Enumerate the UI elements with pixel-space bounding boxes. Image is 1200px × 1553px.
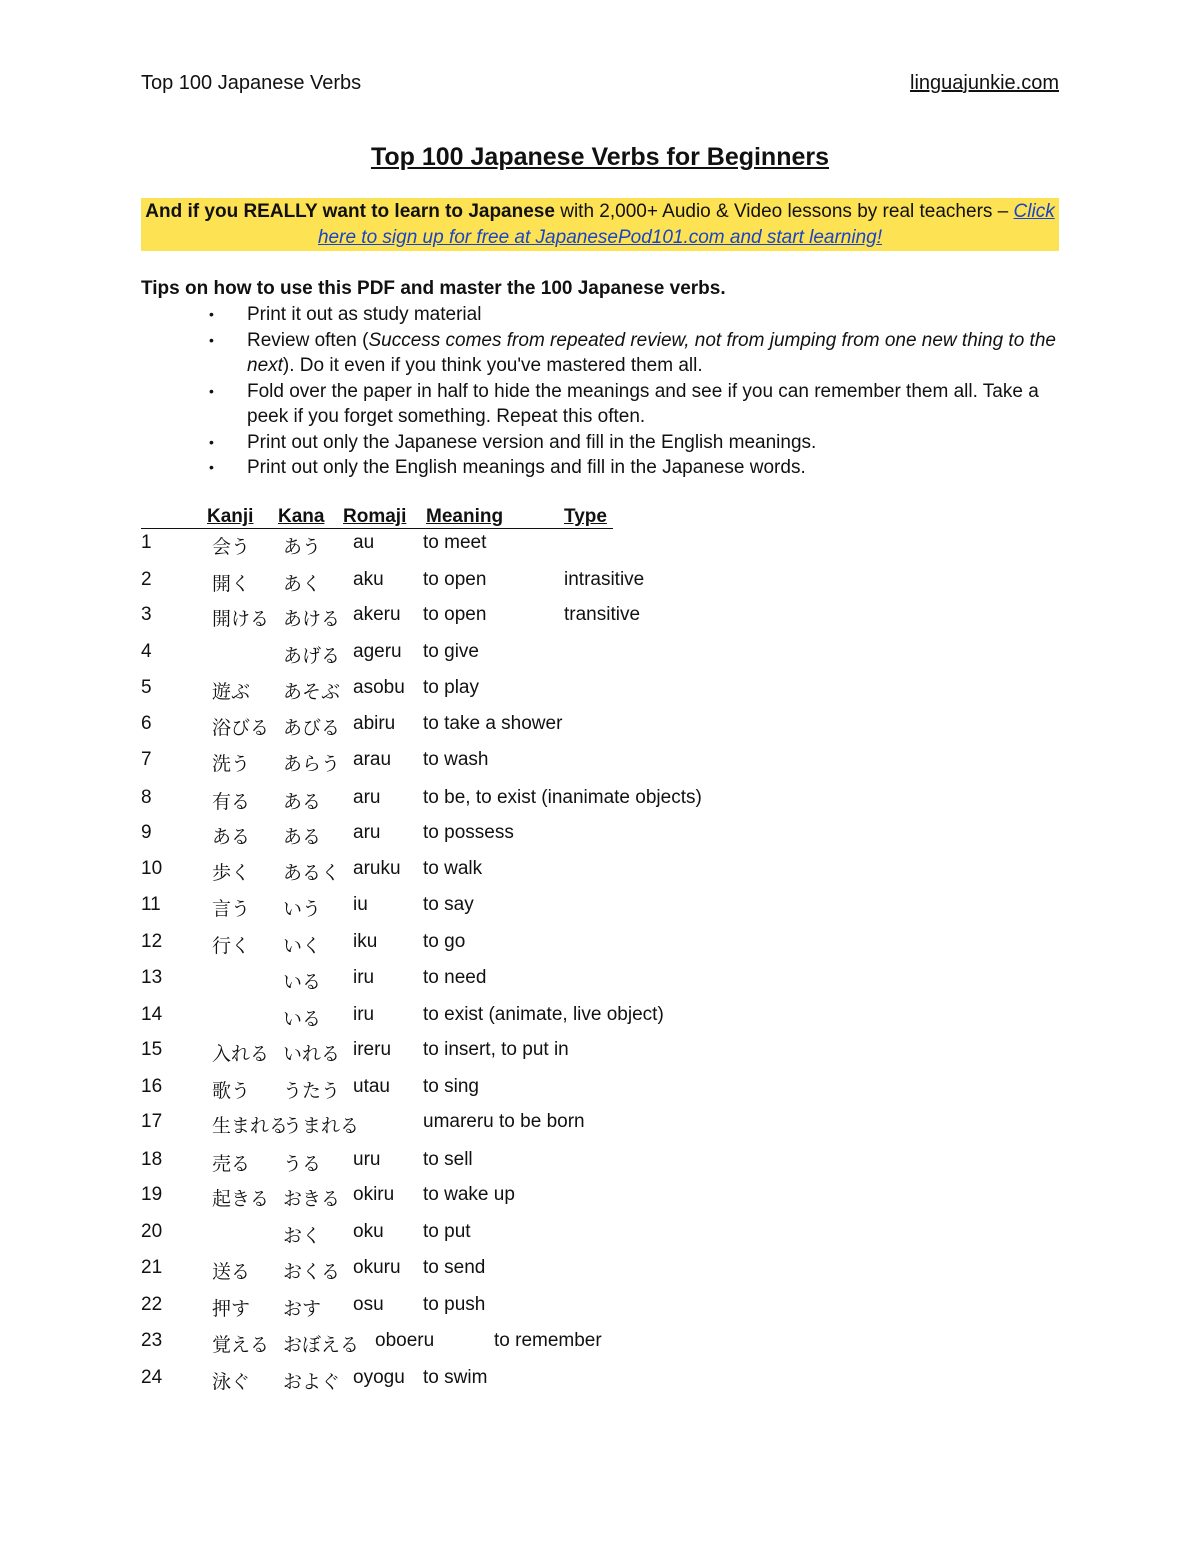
kanji-cell: 起きる [212, 1189, 270, 1210]
row-number: 24 [141, 1367, 163, 1388]
kanji-cell: 売る [212, 1154, 251, 1175]
column-header-meaning: Meaning [426, 506, 504, 527]
row-number: 4 [141, 641, 152, 662]
meaning-cell: to possess [423, 822, 514, 843]
tip-item [141, 302, 1071, 328]
kanji-cell: 泳ぐ [212, 1372, 251, 1393]
romaji-cell: aruku [353, 858, 401, 879]
romaji-cell: akeru [353, 604, 401, 625]
meaning-cell: umareru to be born [423, 1111, 585, 1132]
romaji-cell: ireru [353, 1039, 392, 1060]
romaji-cell: iru [353, 1004, 375, 1025]
meaning-cell: to sing [423, 1076, 479, 1097]
romaji-cell: uru [353, 1149, 381, 1170]
kana-cell: ある [283, 827, 322, 848]
row-number: 15 [141, 1039, 163, 1060]
table-header-rule [141, 528, 613, 529]
kana-cell: うたう [283, 1081, 341, 1102]
kanji-cell: 入れる [212, 1044, 270, 1065]
page-header-title: Top 100 Japanese Verbs [141, 72, 362, 94]
meaning-cell: to send [423, 1257, 486, 1278]
row-number: 3 [141, 604, 152, 625]
column-header-kanji: Kanji [207, 506, 254, 527]
kana-cell: いく [283, 936, 322, 957]
kana-cell: おぼえる [283, 1335, 360, 1356]
romaji-cell: oku [353, 1221, 384, 1242]
row-number: 22 [141, 1294, 163, 1315]
kanji-cell: 生まれる [212, 1116, 289, 1137]
kana-cell: およぐ [283, 1372, 341, 1393]
kanji-cell: 開ける [212, 609, 270, 630]
document-title: Top 100 Japanese Verbs for Beginners [370, 143, 830, 171]
kanji-cell: 洗う [212, 754, 251, 775]
kana-cell: あびる [283, 718, 341, 739]
tip-text: Fold over the paper in half to hide the meanings and see if you can remember them all. Take a peek if you forget something. Repeat this often. [247, 380, 1039, 427]
row-number: 16 [141, 1076, 163, 1097]
row-number: 21 [141, 1257, 163, 1278]
kanji-cell: 歌う [212, 1081, 251, 1102]
kana-cell: あく [283, 574, 322, 595]
kanji-cell: 会う [212, 537, 251, 558]
meaning-cell: to remember [494, 1330, 602, 1351]
meaning-cell: to need [423, 967, 487, 988]
tip-item [141, 379, 1071, 430]
romaji-cell: okuru [353, 1257, 401, 1278]
site-link[interactable]: linguajunkie.com [910, 72, 1059, 94]
kanji-cell: 開く [212, 574, 251, 595]
tips-heading: Tips on how to use this PDF and master the 100 Japanese verbs. [141, 278, 726, 299]
tip-text: Print it out as study material [247, 304, 482, 325]
kanji-cell: 行く [212, 936, 251, 957]
kana-cell: おくる [283, 1262, 341, 1283]
kana-cell: あげる [283, 646, 341, 667]
romaji-cell: ageru [353, 641, 402, 662]
column-header-romaji: Romaji [343, 506, 407, 527]
romaji-cell: iu [353, 894, 368, 915]
meaning-cell: to sell [423, 1149, 473, 1170]
kana-cell: うまれる [283, 1116, 360, 1137]
row-number: 17 [141, 1111, 163, 1132]
type-cell: transitive [564, 604, 641, 625]
romaji-cell: au [353, 532, 375, 553]
row-number: 13 [141, 967, 163, 988]
romaji-cell: abiru [353, 713, 396, 734]
meaning-cell: to go [423, 931, 466, 952]
bullet-icon: • [209, 433, 214, 450]
row-number: 12 [141, 931, 163, 952]
column-header-type: Type [564, 506, 607, 527]
kanji-cell: 送る [212, 1262, 251, 1283]
kanji-cell: 歩く [212, 863, 251, 884]
promo-banner [141, 198, 1059, 251]
bullet-icon: • [209, 382, 214, 399]
meaning-cell: to wake up [423, 1184, 515, 1205]
tip-item [141, 328, 1071, 379]
type-cell: intrasitive [564, 569, 645, 590]
bullet-icon: • [209, 306, 214, 322]
romaji-cell: arau [353, 749, 392, 770]
kana-cell: ある [283, 792, 322, 813]
tip-text: Print out only the English meanings and fill in the Japanese words. [247, 457, 806, 478]
meaning-cell: to say [423, 894, 474, 915]
row-number: 14 [141, 1004, 163, 1025]
romaji-cell: aru [353, 822, 381, 843]
kanji-cell: 押す [212, 1299, 251, 1320]
kana-cell: あそぶ [283, 682, 341, 703]
row-number: 1 [141, 532, 152, 553]
row-number: 19 [141, 1184, 163, 1205]
romaji-cell: oyogu [353, 1367, 405, 1388]
column-header-kana: Kana [278, 506, 325, 527]
bullet-icon: • [209, 331, 214, 348]
meaning-cell: to meet [423, 532, 487, 553]
meaning-cell: to exist (animate, live object) [423, 1004, 664, 1025]
kanji-cell: 覚える [212, 1335, 270, 1356]
tip-item [141, 455, 1071, 481]
row-number: 11 [141, 894, 161, 915]
kana-cell: おく [283, 1226, 322, 1247]
meaning-cell: to play [423, 677, 479, 698]
kana-cell: おきる [283, 1189, 341, 1210]
kanji-cell: 遊ぶ [212, 682, 251, 703]
kana-cell: いれる [283, 1044, 341, 1065]
tip-item [141, 430, 1071, 456]
romaji-cell: asobu [353, 677, 405, 698]
kana-cell: おす [283, 1299, 322, 1320]
promo-bold-text: And if you REALLY want to learn to Japanese [145, 201, 555, 222]
romaji-cell: iru [353, 967, 375, 988]
row-number: 7 [141, 749, 152, 770]
row-number: 20 [141, 1221, 163, 1242]
romaji-cell: aru [353, 787, 381, 808]
tip-italic-text: Success comes from repeated review, not from jumping from one new thing to the next [247, 329, 1056, 376]
meaning-cell: to give [423, 641, 479, 662]
kana-cell: あらう [283, 754, 341, 775]
kanji-cell: 浴びる [212, 718, 270, 739]
kanji-cell: 有る [212, 792, 251, 813]
row-number: 18 [141, 1149, 163, 1170]
meaning-cell: to take a shower [423, 713, 563, 734]
row-number: 6 [141, 713, 152, 734]
kanji-cell: 言う [212, 899, 251, 920]
romaji-cell: utau [353, 1076, 390, 1097]
bullet-icon: • [209, 459, 214, 475]
signup-link[interactable]: Click here to sign up for free at JapanesePod101.com and start learning! [317, 201, 1055, 248]
kana-cell: いう [283, 899, 322, 920]
row-number: 2 [141, 569, 152, 590]
meaning-cell: to push [423, 1294, 486, 1315]
meaning-cell: to open [423, 569, 487, 590]
romaji-cell: okiru [353, 1184, 395, 1205]
meaning-cell: to be, to exist (inanimate objects) [423, 787, 702, 808]
meaning-cell: to swim [423, 1367, 488, 1388]
tip-text: Review often ( [247, 329, 369, 351]
kana-cell: いる [283, 972, 322, 993]
kana-cell: うる [283, 1154, 322, 1175]
row-number: 9 [141, 822, 152, 843]
meaning-cell: to open [423, 604, 487, 625]
romaji-cell: iku [353, 931, 378, 952]
promo-text: with 2,000+ Audio & Video lessons by real teachers – [554, 201, 1014, 222]
meaning-cell: to insert, to put in [423, 1039, 569, 1060]
tip-text: ). Do it even if you think you've mastered them all. [282, 355, 703, 376]
romaji-cell: osu [353, 1294, 384, 1315]
row-number: 5 [141, 677, 152, 698]
meaning-cell: to put [423, 1221, 471, 1242]
romaji-cell: oboeru [375, 1330, 435, 1351]
kana-cell: あう [283, 537, 322, 558]
kanji-cell: ある [212, 827, 251, 848]
tips-list [141, 302, 1071, 481]
kana-cell: あける [283, 609, 341, 630]
row-number: 23 [141, 1330, 163, 1351]
meaning-cell: to wash [423, 749, 489, 770]
romaji-cell: aku [353, 569, 384, 590]
row-number: 8 [141, 787, 152, 808]
kana-cell: あるく [283, 863, 341, 884]
tip-text: Print out only the Japanese version and fill in the English meanings. [247, 431, 817, 453]
kana-cell: いる [283, 1009, 322, 1030]
row-number: 10 [141, 858, 163, 879]
meaning-cell: to walk [423, 858, 483, 879]
